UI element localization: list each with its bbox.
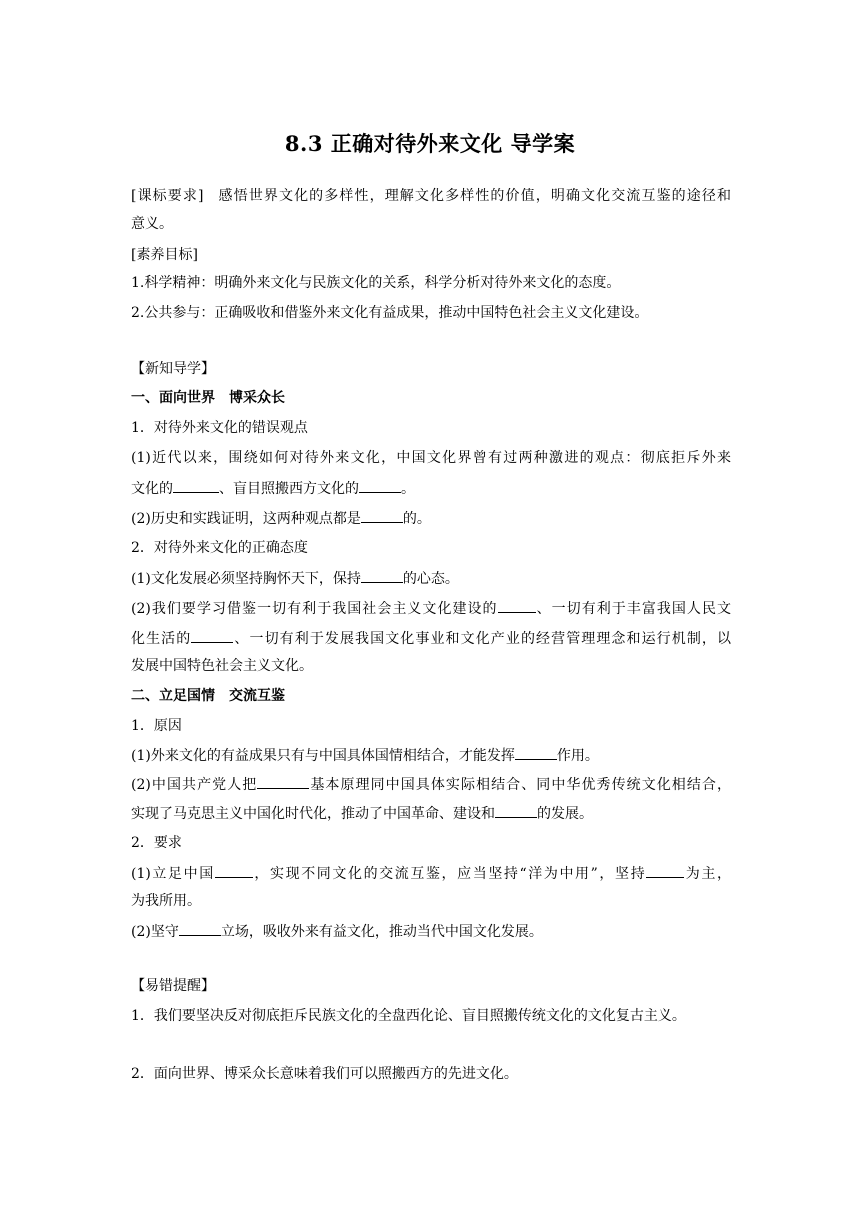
text: 。 [401, 481, 415, 497]
goal-item-1: 1.科学精神：明确外来文化与民族文化的关系，科学分析对待外来文化的态度。 [131, 275, 621, 291]
text: 基本原理同中国具体实际相结合、同中华优秀传统文化相结合， [309, 777, 731, 793]
fill-blank[interactable] [646, 863, 684, 878]
fill-blank[interactable] [173, 478, 219, 493]
s2-p1-line-1 [131, 745, 731, 766]
text: (1)外来文化的有益成果只有与中国具体国情相结合，才能发挥 [131, 748, 515, 764]
text: (2)我们要学习借鉴一切有利于我国社会主义文化建设的 [131, 601, 498, 617]
text: 、盲目照搬西方文化的 [219, 481, 359, 497]
text: ，实现不同文化的交流互鉴，应当坚持“洋为中用”，坚持 [252, 866, 647, 882]
s1-p1-line-3 [131, 508, 731, 529]
s1-p1-line-2 [131, 478, 731, 499]
text: 的。 [402, 511, 431, 527]
goal-item-2: 2.公共参与：正确吸收和借鉴外来文化有益成果，推动中国特色社会主义文化建设。 [131, 305, 649, 321]
s1-p2-line-4: 发展中国特色社会主义文化。 [131, 658, 313, 674]
s2-p1-line-2 [131, 774, 731, 795]
goals-label: [素养目标] [131, 247, 198, 263]
s2-point-1-title: 1．原因 [131, 718, 182, 734]
reminder-item-2: 2．面向世界、博采众长意味着我们可以照搬西方的先进文化。 [131, 1066, 518, 1082]
text: (2)坚守 [131, 924, 179, 940]
fill-blank[interactable] [495, 803, 537, 818]
s2-point-2-title: 2．要求 [131, 835, 182, 851]
fill-blank[interactable] [257, 774, 309, 789]
fill-blank[interactable] [215, 863, 253, 878]
text: (2)中国共产党人把 [131, 777, 258, 793]
s1-p2-line-2 [131, 598, 731, 619]
s1-point-2-title: 2．对待外来文化的正确态度 [131, 540, 308, 556]
s2-p2-line-3 [131, 921, 731, 942]
text: 实现了马克思主义中国化时代化，推动了中国革命、建设和 [131, 806, 495, 822]
text: 作用。 [556, 748, 599, 764]
new-knowledge-header: 【新知导学】 [131, 361, 215, 377]
page-title: 8.3 正确对待外来文化 导学案 [284, 131, 576, 156]
text: 为主， [684, 866, 731, 882]
text: (1)立足中国 [131, 866, 215, 882]
section-2-heading: 二、立足国情 交流互鉴 [131, 688, 285, 704]
s2-p1-line-3 [131, 803, 731, 824]
text: 、一切有利于丰富我国人民文 [535, 601, 731, 617]
fill-blank[interactable] [498, 598, 536, 613]
text: 化生活的 [131, 631, 192, 647]
requirement-text: 感悟世界文化的多样性，理解文化多样性的价值，明确文化交流互鉴的途径和 [217, 188, 731, 204]
reminders-header: 【易错提醒】 [131, 978, 215, 994]
s2-p2-line-2: 为我所用。 [131, 893, 201, 909]
section-1-heading: 一、面向世界 博采众长 [131, 390, 285, 406]
requirement-label: [课标要求] [131, 188, 204, 204]
s1-p2-line-1 [131, 568, 731, 589]
fill-blank[interactable] [359, 478, 401, 493]
text: (1)文化发展必须坚持胸怀天下，保持 [131, 571, 361, 587]
text: 的发展。 [537, 806, 593, 822]
text: 文化的 [131, 481, 173, 497]
fill-blank[interactable] [179, 921, 221, 936]
reminder-item-1: 1．我们要坚决反对彻底拒斥民族文化的全盘西化论、盲目照搬传统文化的文化复古主义。 [131, 1008, 686, 1024]
text: 立场，吸收外来有益文化，推动当代中国文化发展。 [220, 924, 543, 940]
s2-p2-line-1 [131, 863, 731, 884]
s1-point-1-title: 1．对待外来文化的错误观点 [131, 420, 308, 436]
fill-blank[interactable] [515, 745, 557, 760]
fill-blank[interactable] [191, 628, 233, 643]
s1-p1-line-1: (1)近代以来，围绕如何对待外来文化，中国文化界曾有过两种激进的观点：彻底拒斥外来 [131, 450, 731, 466]
requirement-line-2: 意义。 [131, 216, 173, 232]
text: 的心态。 [402, 571, 459, 587]
fill-blank[interactable] [361, 568, 403, 583]
requirement-line-1 [131, 186, 731, 206]
text: 、一切有利于发展我国文化事业和文化产业的经营管理理念和运行机制，以 [233, 631, 732, 647]
s1-p2-line-3 [131, 628, 731, 649]
fill-blank[interactable] [361, 508, 403, 523]
text: (2)历史和实践证明，这两种观点都是 [131, 511, 361, 527]
